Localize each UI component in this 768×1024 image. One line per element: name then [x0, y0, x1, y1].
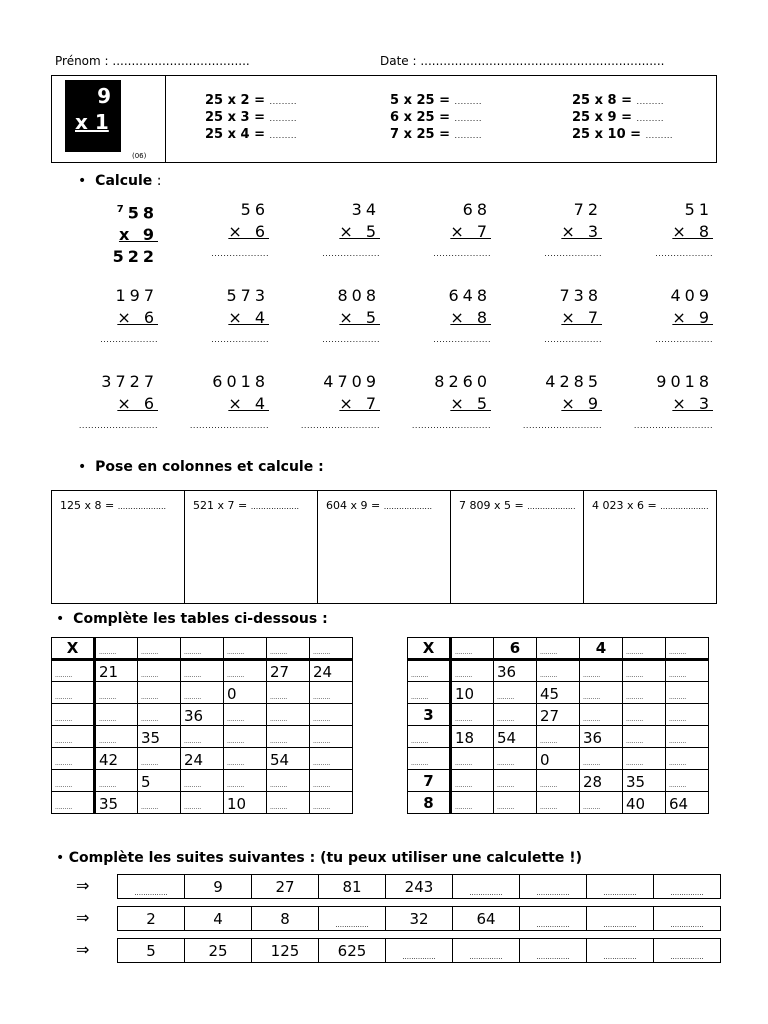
table-cell: .........	[267, 726, 310, 748]
table-cell: .........	[52, 792, 95, 814]
multiplication-problem	[48, 371, 158, 437]
table-cell: .........	[267, 638, 310, 660]
table-cell: 24	[181, 748, 224, 770]
table-cell: .........	[580, 792, 623, 814]
multiplication-problem	[603, 199, 713, 265]
table-cell: .........	[537, 726, 580, 748]
result-blank: ...................	[100, 335, 158, 344]
divider	[165, 76, 166, 162]
table-cell: X	[52, 638, 95, 660]
table-row	[52, 792, 353, 814]
table-cell: 28	[580, 770, 623, 792]
table-cell: .........	[267, 682, 310, 704]
table-cell: 4	[580, 638, 623, 660]
multiplier: × 5	[450, 394, 491, 413]
table-cell: .........	[310, 748, 353, 770]
sequence-cell: ...............	[654, 907, 721, 931]
result-blank: ...................	[433, 335, 491, 344]
sequence-cell: 2	[118, 907, 185, 931]
table-cell: 27	[267, 660, 310, 682]
table-row	[408, 682, 709, 704]
arrow-icon: ⇒	[76, 940, 90, 959]
multiplier: × 6	[117, 308, 158, 327]
sequence-cell: ...............	[520, 875, 587, 899]
multiplicand: 4709	[323, 372, 380, 391]
multiplicand: 51	[684, 200, 713, 219]
multiplier: × 5	[339, 222, 380, 241]
table-cell: .........	[494, 792, 537, 814]
table-cell: .........	[267, 792, 310, 814]
table-cell: 40	[623, 792, 666, 814]
multiplier: × 9	[672, 308, 713, 327]
table-cell: .........	[95, 682, 138, 704]
table-row	[408, 704, 709, 726]
column-problems	[51, 490, 717, 604]
table-cell: .........	[451, 638, 494, 660]
table-row	[52, 770, 353, 792]
multiplication-problem	[159, 285, 269, 351]
demo-multiplication: $^7$58 x 9 522	[112, 203, 158, 267]
table-cell: .........	[224, 748, 267, 770]
table-cell: .........	[537, 638, 580, 660]
table-cell: .........	[580, 660, 623, 682]
table-cell: 10	[224, 792, 267, 814]
table-cell: 36	[494, 660, 537, 682]
table-row	[52, 682, 353, 704]
arrow-icon: ⇒	[76, 908, 90, 927]
sequence-cell: ...............	[118, 875, 185, 899]
table-cell: .........	[310, 638, 353, 660]
table-cell: X	[408, 638, 451, 660]
prenom-field: Prénom : ....................................	[55, 54, 250, 68]
table-cell: 0	[537, 748, 580, 770]
result-blank: ...................	[655, 249, 713, 258]
sequence-cell: ...............	[587, 907, 654, 931]
sequence-cell: 8	[252, 907, 319, 931]
table-row	[408, 660, 709, 682]
date-field: Date : ................................................................	[380, 54, 665, 68]
table-cell: 18	[451, 726, 494, 748]
table-cell: .........	[408, 726, 451, 748]
table-left	[51, 637, 353, 814]
multiplier: × 3	[672, 394, 713, 413]
table-cell: 0	[224, 682, 267, 704]
table-cell: .........	[181, 660, 224, 682]
sequence-cell: 81	[319, 875, 386, 899]
table-cell: .........	[580, 704, 623, 726]
table-cell: 5	[138, 770, 181, 792]
result-blank: ...................	[322, 249, 380, 258]
table-cell: .........	[52, 704, 95, 726]
result-blank: ...................	[655, 335, 713, 344]
table-cell: .........	[666, 704, 709, 726]
result-blank: ...................	[211, 335, 269, 344]
table-cell: .........	[408, 748, 451, 770]
multiplier: × 4	[228, 308, 269, 327]
table-cell: .........	[95, 770, 138, 792]
table-row	[52, 726, 353, 748]
table-cell: .........	[623, 638, 666, 660]
table-cell: .........	[224, 770, 267, 792]
column-problem: 4 023 x 6 = ...................	[592, 499, 709, 512]
multiplier: × 8	[672, 222, 713, 241]
result-blank: ...................	[322, 335, 380, 344]
table-cell: 3	[408, 704, 451, 726]
table-row	[408, 638, 709, 660]
equation-group-2: 5 x 25 = ......... 6 x 25 = ......... 7 x 25 = .........	[390, 93, 482, 142]
sequence-cell: 243	[386, 875, 453, 899]
column-problem: 125 x 8 = ...................	[52, 491, 185, 603]
sequence-cell: ...............	[520, 939, 587, 963]
table-cell: .........	[494, 682, 537, 704]
table-cell: .........	[494, 748, 537, 770]
sequence-cell: 32	[386, 907, 453, 931]
table-cell: .........	[537, 770, 580, 792]
multiplicand: 9018	[656, 372, 713, 391]
table-cell: 64	[666, 792, 709, 814]
sequence-cell: 9	[185, 875, 252, 899]
table-cell: .........	[138, 682, 181, 704]
table-row	[408, 748, 709, 770]
table-cell: .........	[181, 726, 224, 748]
multiplier: × 3	[561, 222, 602, 241]
sequence-cell: ...............	[319, 907, 386, 931]
multiplicand: 4285	[545, 372, 602, 391]
table-cell: .........	[580, 682, 623, 704]
multiplication-problem	[603, 285, 713, 351]
table-cell: 54	[494, 726, 537, 748]
table-row	[408, 792, 709, 814]
table-cell: .........	[623, 660, 666, 682]
result-blank: ..........................	[189, 421, 269, 430]
multiplicand: 738	[559, 286, 602, 305]
table-row	[408, 726, 709, 748]
table-cell: 36	[181, 704, 224, 726]
result-blank: ..........................	[411, 421, 491, 430]
result-blank: ...................	[544, 335, 602, 344]
sequence-cell: ...............	[453, 939, 520, 963]
sequence-cell: ...............	[453, 875, 520, 899]
table-cell: .........	[310, 726, 353, 748]
table-row	[52, 704, 353, 726]
table-cell: .........	[623, 682, 666, 704]
table-cell: .........	[267, 770, 310, 792]
table-cell: .........	[310, 770, 353, 792]
arrow-icon: ⇒	[76, 876, 90, 895]
table-cell: .........	[181, 770, 224, 792]
multiplicand: 409	[670, 286, 713, 305]
multiplicand: 34	[351, 200, 380, 219]
sequence-row	[117, 906, 721, 931]
result-blank: ...................	[211, 249, 269, 258]
table-cell: .........	[181, 682, 224, 704]
table-cell: 24	[310, 660, 353, 682]
multiplication-problem	[270, 199, 380, 265]
table-cell: .........	[138, 704, 181, 726]
sequence-cell: 64	[453, 907, 520, 931]
table-cell: .........	[666, 726, 709, 748]
equation-group-3: 25 x 8 = ......... 25 x 9 = ......... 25 x 10 = .........	[572, 93, 673, 142]
multiplicand: 56	[240, 200, 269, 219]
table-cell: .........	[224, 638, 267, 660]
sequence-cell: 125	[252, 939, 319, 963]
logo-code: (06)	[132, 152, 147, 160]
table-cell: 45	[537, 682, 580, 704]
table-cell: .........	[224, 704, 267, 726]
multiplicand: 197	[115, 286, 158, 305]
table-cell: 35	[623, 770, 666, 792]
table-cell: .........	[181, 792, 224, 814]
table-cell: 6	[494, 638, 537, 660]
multiplier: × 6	[228, 222, 269, 241]
multiplier: × 6	[117, 394, 158, 413]
sequence-cell: ...............	[386, 939, 453, 963]
logo-bottom: x 1	[75, 110, 109, 134]
table-cell: 8	[408, 792, 451, 814]
sequence-row	[117, 938, 721, 963]
table-cell: .........	[666, 770, 709, 792]
table-cell: .........	[666, 638, 709, 660]
multiplication-problem	[48, 285, 158, 351]
table-row	[408, 770, 709, 792]
table-cell: .........	[138, 792, 181, 814]
table-row	[52, 660, 353, 682]
multiplicand: 3727	[101, 372, 158, 391]
result-blank: ...................	[544, 249, 602, 258]
column-problem: 7 809 x 5 = ...................	[451, 491, 584, 603]
table-cell: .........	[267, 704, 310, 726]
table-cell: .........	[623, 704, 666, 726]
logo	[65, 80, 121, 152]
table-cell: 35	[138, 726, 181, 748]
multiplication-problem	[159, 199, 269, 265]
result-blank: ..........................	[633, 421, 713, 430]
table-cell: .........	[666, 682, 709, 704]
table-cell: .........	[451, 660, 494, 682]
table-cell: .........	[666, 748, 709, 770]
table-cell: .........	[310, 792, 353, 814]
section-calcule: • Calcule :	[78, 173, 162, 189]
result-blank: ..........................	[78, 421, 158, 430]
table-cell: .........	[52, 770, 95, 792]
table-cell: 36	[580, 726, 623, 748]
multiplier: × 4	[228, 394, 269, 413]
table-cell: .........	[623, 748, 666, 770]
section-pose: • Pose en colonnes et calcule :	[78, 459, 324, 475]
table-cell: .........	[537, 792, 580, 814]
table-cell: .........	[138, 638, 181, 660]
table-cell: .........	[52, 682, 95, 704]
table-cell: .........	[310, 682, 353, 704]
multiplicand: 8260	[434, 372, 491, 391]
sequence-cell: ...............	[587, 875, 654, 899]
table-row	[52, 638, 353, 660]
multiplication-problem	[492, 371, 602, 437]
table-cell: .........	[623, 726, 666, 748]
table-cell: .........	[95, 704, 138, 726]
multiplication-problem	[603, 371, 713, 437]
multiplier: × 9	[561, 394, 602, 413]
multiplicand: 573	[226, 286, 269, 305]
multiplicand: 808	[337, 286, 380, 305]
multiplication-problem	[159, 371, 269, 437]
table-cell: .........	[52, 660, 95, 682]
multiplication-problem	[381, 285, 491, 351]
table-cell: .........	[138, 660, 181, 682]
sequence-cell: ...............	[654, 875, 721, 899]
table-cell: .........	[181, 638, 224, 660]
table-cell: .........	[52, 726, 95, 748]
table-cell: .........	[451, 792, 494, 814]
table-cell: .........	[224, 726, 267, 748]
table-cell: .........	[408, 682, 451, 704]
sequence-cell: 4	[185, 907, 252, 931]
table-cell: .........	[95, 726, 138, 748]
table-cell: .........	[451, 770, 494, 792]
table-cell: .........	[537, 660, 580, 682]
table-cell: .........	[451, 748, 494, 770]
sequence-cell: ...............	[520, 907, 587, 931]
table-cell: .........	[580, 748, 623, 770]
table-cell: .........	[310, 704, 353, 726]
multiplication-problem	[381, 199, 491, 265]
table-cell: 7	[408, 770, 451, 792]
multiplier: × 5	[339, 308, 380, 327]
sequence-row	[117, 874, 721, 899]
result-blank: ...................	[433, 249, 491, 258]
result-blank: ..........................	[300, 421, 380, 430]
table-cell: 27	[537, 704, 580, 726]
table-row	[52, 748, 353, 770]
table-cell: 10	[451, 682, 494, 704]
multiplier: × 7	[561, 308, 602, 327]
sequence-cell: 25	[185, 939, 252, 963]
section-tables: • Complète les tables ci-dessous :	[56, 611, 328, 627]
sequence-cell: 625	[319, 939, 386, 963]
table-cell: 42	[95, 748, 138, 770]
multiplicand: 6018	[212, 372, 269, 391]
table-cell: 21	[95, 660, 138, 682]
sequence-cell: ...............	[654, 939, 721, 963]
multiplier: × 8	[450, 308, 491, 327]
table-cell: .........	[224, 660, 267, 682]
multiplication-problem	[381, 371, 491, 437]
multiplication-problem	[270, 285, 380, 351]
multiplier: × 7	[339, 394, 380, 413]
multiplicand: 68	[462, 200, 491, 219]
table-cell: .........	[666, 660, 709, 682]
multiplier: × 7	[450, 222, 491, 241]
multiplicand: 72	[573, 200, 602, 219]
multiplication-problem	[492, 285, 602, 351]
table-cell: .........	[138, 748, 181, 770]
equation-group-1: 25 x 2 = ......... 25 x 3 = ......... 25 x 4 = .........	[205, 93, 297, 142]
sequence-cell: 5	[118, 939, 185, 963]
column-problem: 521 x 7 = ...................	[185, 491, 318, 603]
sequence-cell: ...............	[587, 939, 654, 963]
sequence-cell: 27	[252, 875, 319, 899]
column-problem: 604 x 9 = ...................	[318, 491, 451, 603]
table-cell: .........	[494, 704, 537, 726]
multiplication-problem	[270, 371, 380, 437]
result-blank: ..........................	[522, 421, 602, 430]
multiplicand: 648	[448, 286, 491, 305]
table-cell: 35	[95, 792, 138, 814]
logo-top: 9	[97, 84, 111, 108]
multiplication-problem	[492, 199, 602, 265]
table-cell: 54	[267, 748, 310, 770]
table-cell: .........	[408, 660, 451, 682]
table-cell: .........	[494, 770, 537, 792]
section-suites: • Complète les suites suivantes : (tu peux utiliser une calculette !)	[56, 850, 583, 866]
table-cell: .........	[95, 638, 138, 660]
table-cell: .........	[451, 704, 494, 726]
table-cell: .........	[52, 748, 95, 770]
table-right	[407, 637, 709, 814]
